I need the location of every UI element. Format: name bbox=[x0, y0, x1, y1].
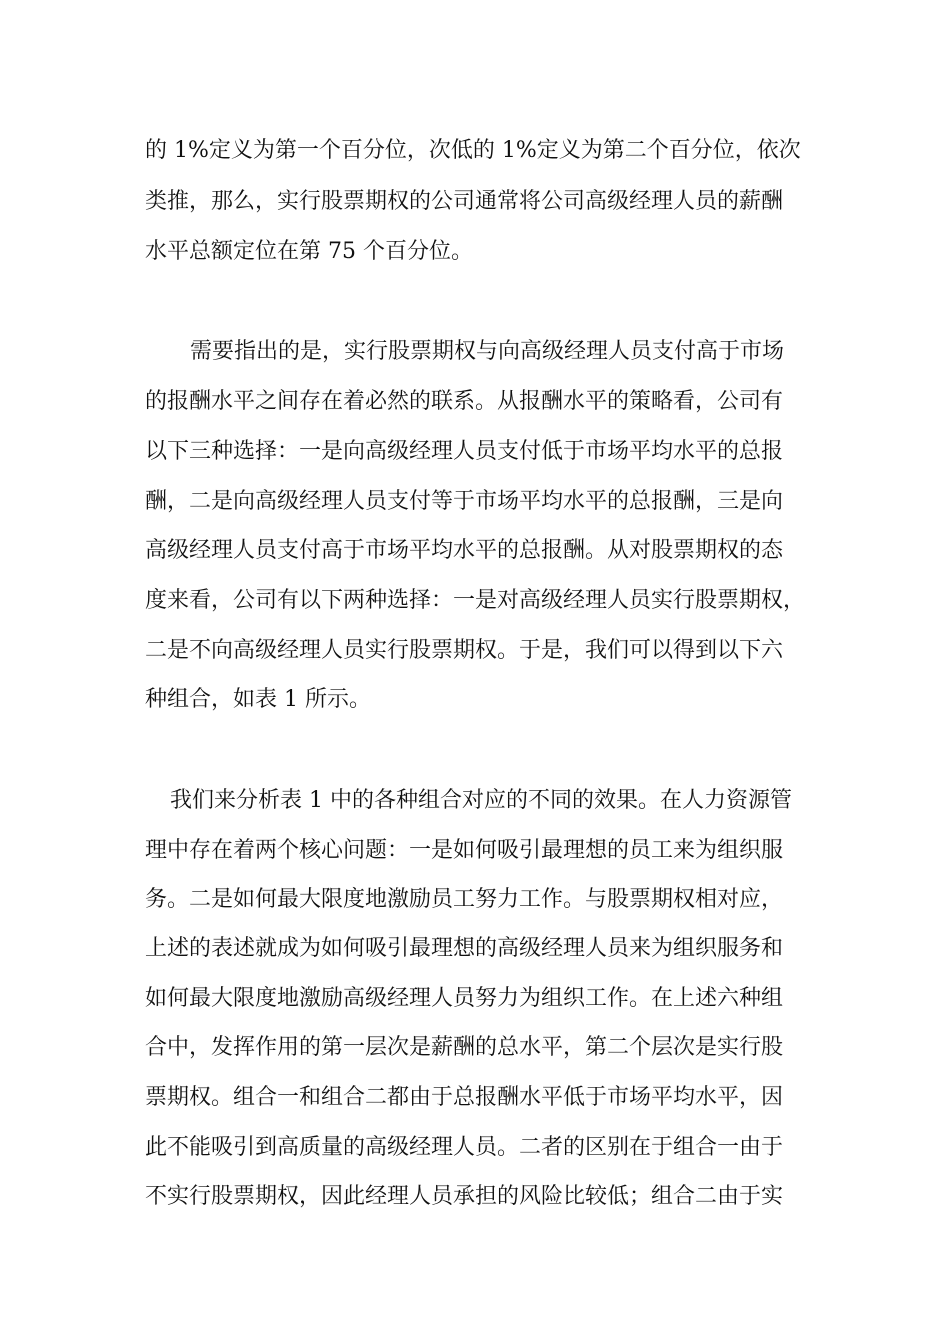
text-line: 的报酬水平之间存在着必然的联系。从报酬水平的策略看，公司有 bbox=[145, 389, 784, 414]
text-line: 务。二是如何最大限度地激励员工努力工作。与股票期权相对应， bbox=[145, 887, 784, 912]
text-line: 以下三种选择：一是向高级经理人员支付低于市场平均水平的总报 bbox=[145, 439, 784, 464]
text-line: 度来看，公司有以下两种选择：一是对高级经理人员实行股票期权， bbox=[145, 588, 806, 613]
text-line: 此不能吸引到高质量的高级经理人员。二者的区别在于组合一由于 bbox=[145, 1135, 784, 1160]
text-line: 水平总额定位在第 75 个百分位。 bbox=[145, 239, 473, 264]
text-line: 高级经理人员支付高于市场平均水平的总报酬。从对股票期权的态 bbox=[145, 538, 784, 563]
text-line: 种组合，如表 1 所示。 bbox=[145, 687, 371, 712]
text-line: 酬，二是向高级经理人员支付等于市场平均水平的总报酬，三是向 bbox=[145, 489, 784, 514]
text-line: 我们来分析表 1 中的各种组合对应的不同的效果。在人力资源管 bbox=[170, 788, 792, 813]
text-line: 二是不向高级经理人员实行股票期权。于是，我们可以得到以下六 bbox=[145, 638, 784, 663]
text-line: 上述的表述就成为如何吸引最理想的高级经理人员来为组织服务和 bbox=[145, 936, 784, 961]
text-line: 类推，那么，实行股票期权的公司通常将公司高级经理人员的薪酬 bbox=[145, 189, 784, 214]
text-line: 理中存在着两个核心问题：一是如何吸引最理想的员工来为组织服 bbox=[145, 838, 784, 863]
text-line: 合中，发挥作用的第一层次是薪酬的总水平，第二个层次是实行股 bbox=[145, 1035, 784, 1060]
text-line: 需要指出的是，实行股票期权与向高级经理人员支付高于市场 bbox=[190, 339, 785, 364]
text-line: 票期权。组合一和组合二都由于总报酬水平低于市场平均水平，因 bbox=[145, 1085, 784, 1110]
text-line: 的 1%定义为第一个百分位，次低的 1%定义为第二个百分位，依次 bbox=[145, 138, 801, 163]
text-line: 如何最大限度地激励高级经理人员努力为组织工作。在上述六种组 bbox=[145, 986, 784, 1011]
text-line: 不实行股票期权，因此经理人员承担的风险比较低；组合二由于实 bbox=[145, 1184, 784, 1209]
